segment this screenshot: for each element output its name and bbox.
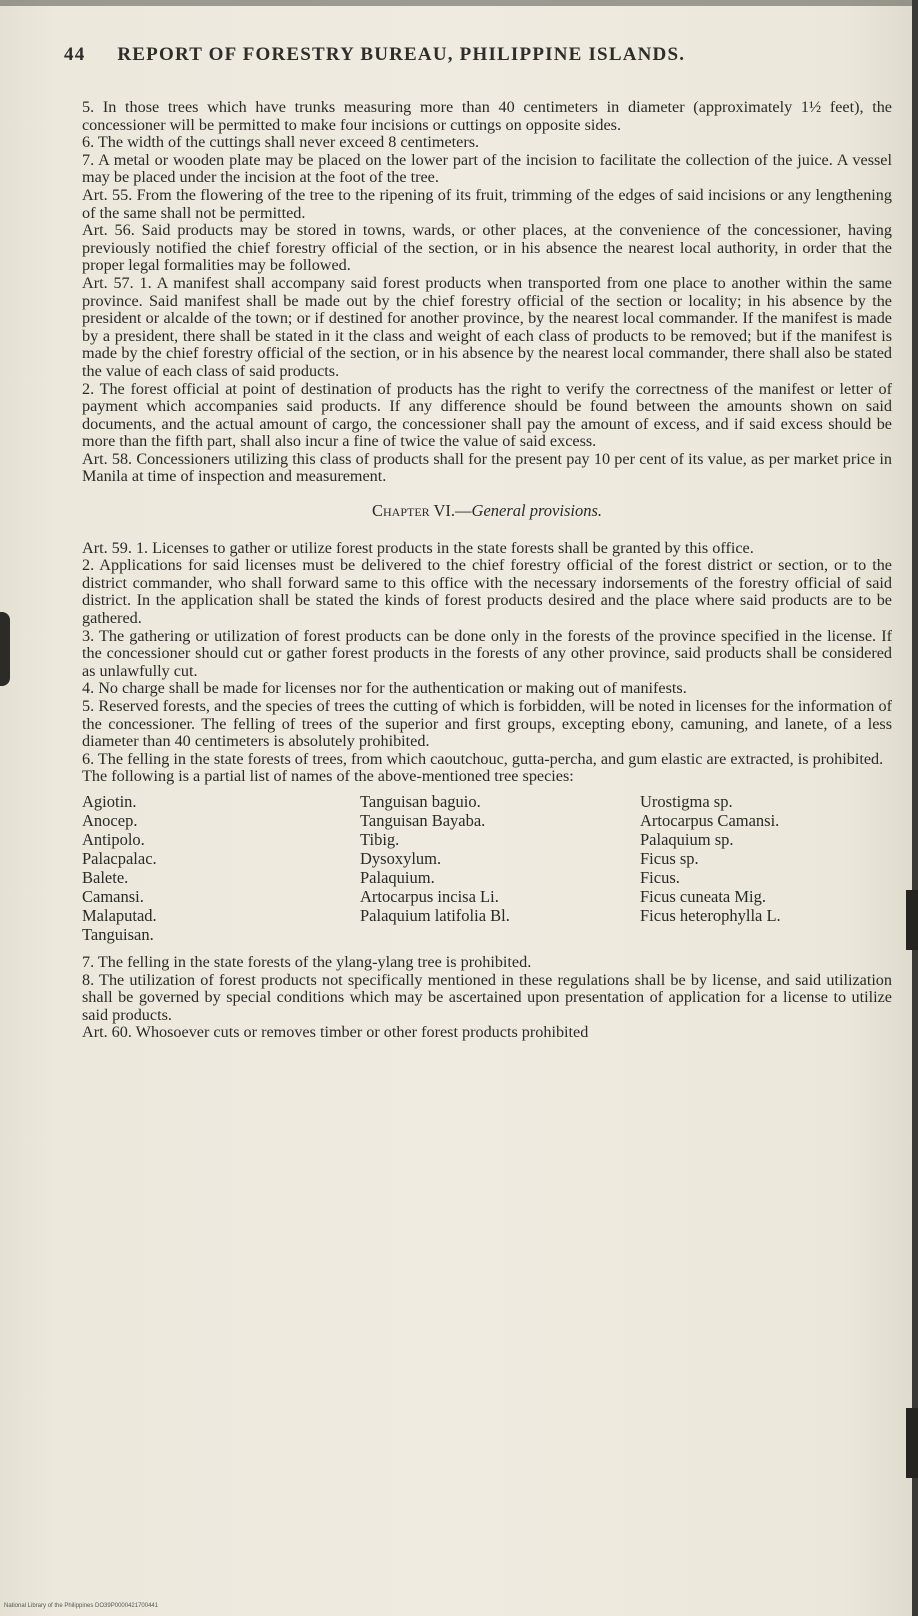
paragraph: Art. 60. Whosoever cuts or removes timber or other forest products prohibited bbox=[82, 1023, 589, 1042]
paragraph: 6. The width of the cuttings shall never exceed 8 centimeters. bbox=[82, 133, 480, 152]
running-title: REPORT OF FORESTRY BUREAU, PHILIPPINE ISLANDS. bbox=[117, 44, 686, 65]
paragraph: Art. 56. Said products may be stored in towns, wards, or other places, at the convenience of the concessioner, having previously notified the chief forestry official of the section, or in his absence the nearest local authority, in order that the proper legal formalities may be followed. bbox=[82, 221, 892, 275]
species-item: Balete. bbox=[82, 867, 129, 887]
species-item: Palaquium latifolia Bl. bbox=[360, 905, 510, 925]
paragraph: Art. 59. 1. Licenses to gather or utilize forest products in the state forests shall be granted by this office. bbox=[82, 538, 754, 557]
paragraph: 5. In those trees which have trunks measuring more than 40 centimeters in diameter (approximately 1½ feet), the concessioner will be permitted to make four incisions or cuttings on opposite sides. bbox=[82, 98, 892, 134]
paragraph: 2. Applications for said licenses must be delivered to the chief forestry official of the forest district or section, or to the district commander, who shall forward same to this office with the necessary indorsements of the forestry official of said district. In the application shall be stated the kinds of forest products desired and the place where said products are to be gathered. bbox=[82, 556, 892, 628]
scan-right-edge bbox=[912, 0, 918, 1616]
binding-shadow-left bbox=[0, 612, 10, 686]
page-number: 44 bbox=[64, 44, 86, 65]
page-body bbox=[82, 99, 892, 1042]
species-column-2 bbox=[360, 792, 640, 944]
species-item: Agiotin. bbox=[82, 791, 137, 811]
species-item: Anocep. bbox=[82, 810, 138, 830]
paragraph: Art. 58. Concessioners utilizing this class of products shall for the present pay 10 per cent of its value, as per market price in Manila at time of inspection and measurement. bbox=[82, 449, 892, 486]
species-item: Ficus cuneata Mig. bbox=[640, 886, 767, 906]
species-item: Antipolo. bbox=[82, 829, 145, 849]
scan-mark-right bbox=[906, 890, 918, 950]
species-item: Artocarpus Camansi. bbox=[640, 810, 780, 830]
chapter-title: General provisions. bbox=[471, 501, 602, 521]
species-item: Tanguisan baguio. bbox=[360, 791, 481, 811]
species-item: Tanguisan Bayaba. bbox=[360, 810, 486, 830]
paragraph: 5. Reserved forests, and the species of trees the cutting of which is forbidden, will be noted in licenses for the information of the concessioner. The felling of trees of the superior and first groups, excepting ebony, camuning, and lanete, of a less diameter than 40 centimeters is absolutely prohibited. bbox=[82, 697, 892, 751]
scan-footer-credit: National Library of the Philippines DO39P0000421700441 bbox=[4, 1603, 159, 1609]
paragraph: 3. The gathering or utilization of forest products can be done only in the forests of the province specified in the license. If the concessioner should cut or gather forest products in the forests of any other province, said products shall be considered as unlawfully cut. bbox=[82, 626, 892, 680]
species-item: Artocarpus incisa Li. bbox=[360, 886, 499, 906]
running-header bbox=[64, 44, 824, 70]
species-item: Ficus. bbox=[640, 867, 680, 887]
species-item: Camansi. bbox=[82, 886, 144, 906]
paragraph: 8. The utilization of forest products not specifically mentioned in these regulations shall be by license, and said utilization shall be governed by special conditions which may be ascertained upon presentation of application for a license to utilize said products. bbox=[82, 970, 892, 1024]
paragraph: Art. 57. 1. A manifest shall accompany said forest products when transported from one place to another within the same province. Said manifest shall be made out by the chief forestry official of the section or locality; in his absence by the president or alcalde of the town; or if destined for another province, by the nearest local commander. If the manifest is made by a president, there shall be stated in it the class and weight of each class of products to be removed; but if the manifest is made by the chief forestry official of the section, or in his absence by the nearest local commander, there shall also be stated the value of each class of said products. bbox=[82, 273, 892, 380]
paragraph: The following is a partial list of names of the above-mentioned tree species: bbox=[82, 767, 574, 786]
chapter-label: Chapter VI.— bbox=[371, 501, 472, 521]
paragraph: Art. 55. From the flowering of the tree to the ripening of its fruit, trimming of the edges of said incisions or any lengthening of the same shall not be permitted. bbox=[82, 185, 892, 222]
species-item: Ficus sp. bbox=[640, 848, 699, 868]
species-column-3 bbox=[640, 792, 892, 944]
paragraph: 6. The felling in the state forests of trees, from which caoutchouc, gutta-percha, and gum elastic are extracted, is prohibited. bbox=[82, 749, 884, 768]
species-item: Palaquium. bbox=[360, 867, 435, 887]
paragraph: 7. The felling in the state forests of the ylang-ylang tree is prohibited. bbox=[82, 952, 532, 971]
chapter-heading bbox=[82, 502, 892, 520]
species-list bbox=[82, 792, 892, 944]
species-item: Malaputad. bbox=[82, 905, 157, 925]
paragraph: 2. The forest official at point of destination of products has the right to verify the correctness of the manifest or letter of payment which accompanies said products. If any difference should be found between the amounts shown on said documents, and the actual amount of cargo, the concessioner shall pay the amount of excess, and if said excess should be more than the fifth part, shall also incur a fine of twice the value of said excess. bbox=[82, 379, 892, 451]
scan-mark-right-lower bbox=[906, 1408, 918, 1478]
species-column-1 bbox=[82, 792, 360, 944]
species-item: Tibig. bbox=[360, 829, 400, 849]
paragraph: 7. A metal or wooden plate may be placed on the lower part of the incision to facilitate the collection of the juice. A vessel may be placed under the incision at the foot of the tree. bbox=[82, 150, 892, 187]
species-item: Ficus heterophylla L. bbox=[640, 905, 781, 925]
scan-top-border bbox=[0, 0, 918, 6]
species-item: Urostigma sp. bbox=[640, 791, 733, 811]
species-item: Dysoxylum. bbox=[360, 848, 442, 868]
paragraph: 4. No charge shall be made for licenses nor for the authentication or making out of manifests. bbox=[82, 679, 687, 698]
species-item: Palaquium sp. bbox=[640, 829, 734, 849]
species-item: Palacpalac. bbox=[82, 848, 157, 868]
species-item: Tanguisan. bbox=[82, 924, 154, 944]
